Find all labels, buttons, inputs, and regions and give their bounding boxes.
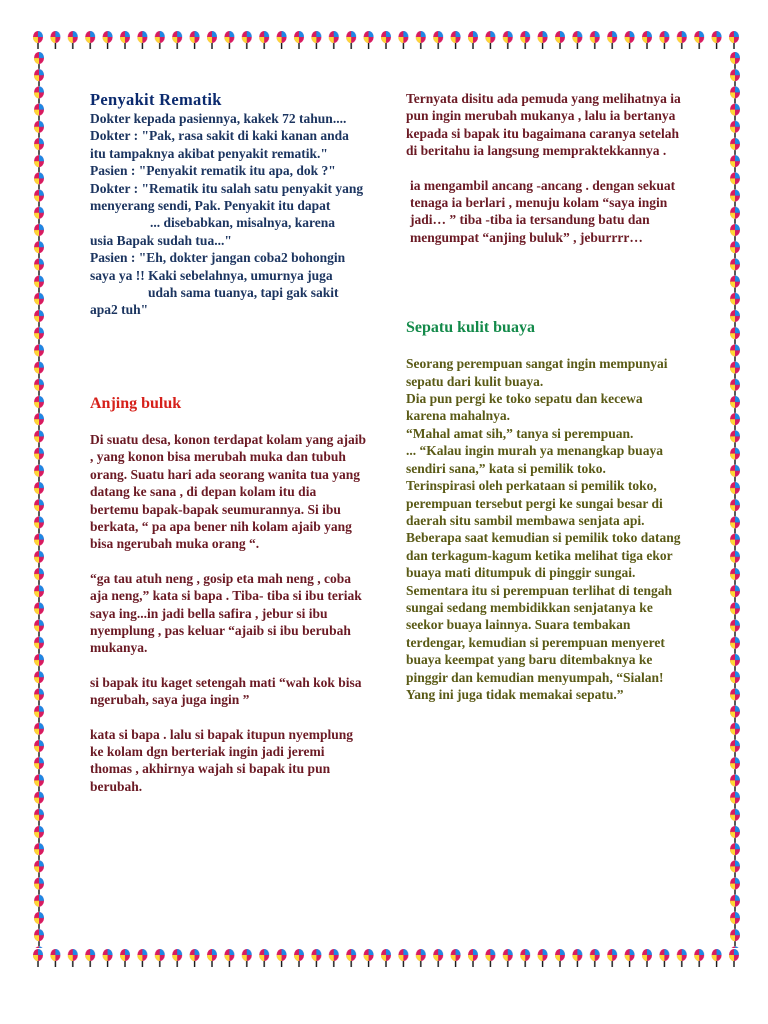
rematik-line: Dokter kepada pasiennya, kakek 72 tahun.... xyxy=(90,111,347,126)
rematik-line: ... disebabkan, misalnya, karena xyxy=(150,215,336,231)
anjing-paragraph: Ternyata disitu ada pemuda yang melihatnya ia pun ingin merubah mukanya , lalu ia bertanya kepada si bapak itu bagaimana caranya setelah di beritahu ia langsung mempraktekkannya . xyxy=(406,91,681,159)
rematik-line: usia Bapak sudah tua..." xyxy=(90,232,232,248)
anjing-paragraph: kata si bapa . lalu si bapak itupun nyemplung ke kolam dgn berteriak ingin jadi jeremi thomas , akhirnya wajah si bapak itu pun berubah. xyxy=(90,726,353,794)
right-column xyxy=(406,90,684,703)
story-anjing-buluk-continued xyxy=(406,90,684,246)
sepatu-line: “Mahal amat sih,” tanya si perempuan. xyxy=(406,425,634,441)
rematik-line: apa2 tuh" xyxy=(90,302,149,318)
story-penyakit-rematik xyxy=(90,90,368,319)
sepatu-line: ... “Kalau ingin murah ya menangkap buaya sendiri sana,” kata si pemilik toko. xyxy=(406,443,663,476)
balloon-border-right-icon xyxy=(726,52,744,948)
anjing-paragraph: si bapak itu kaget setengah mati “wah kok bisa ngerubah, saya juga ingin ” xyxy=(90,674,362,708)
sepatu-line: Dia pun pergi ke toko sepatu dan kecewa karena mahalnya. xyxy=(406,391,643,424)
balloon-border-left-icon xyxy=(30,52,48,948)
rematik-line: Dokter : "Rematik itu salah satu penyakit yang menyerang sendi, Pak. Penyakit itu dapat xyxy=(90,180,364,214)
sepatu-line: Seorang perempuan sangat ingin mempunyai sepatu dari kulit buaya. xyxy=(406,356,668,389)
anjing-paragraph: ia mengambil ancang -ancang . dengan sekuat tenaga ia berlari , menuju kolam “saya ingin jadi… ” tiba -tiba ia tersandung batu dan mengumpat “anjing buluk” , jeburrrr… xyxy=(410,177,676,245)
story-anjing-buluk xyxy=(90,394,368,795)
rematik-title: Penyakit Rematik xyxy=(90,90,222,109)
balloon-border-bottom-icon xyxy=(30,948,744,968)
rematik-line: udah sama tuanya, tapi gak sakit xyxy=(148,285,339,301)
sepatu-line: Beberapa saat kemudian si pemilik toko datang dan terkagum-kagum ketika melihat tiga ekor buaya mati ditumpuk di pinggir sungai. Sementara itu si perempuan terlihat di tengah sungai sedang membidikkan senjatanya ke seekor buaya lainnya. Suara tembakan terdengar, kemudian si perempuan menyeret buaya keempat yang baru ditembaknya ke pinggir dan kemudian menyumpah, “Sialan! Yang ini juga tidak memakai sepatu.” xyxy=(406,530,681,702)
story-sepatu-kulit-buaya xyxy=(406,318,684,703)
sepatu-title: Sepatu kulit buaya xyxy=(406,319,535,337)
border-bottom xyxy=(30,948,744,968)
anjing-paragraph: Di suatu desa, konon terdapat kolam yang ajaib , yang konon bisa merubah muka dan tubuh orang. Suatu hari ada seorang wanita tua yang datang ke sana , di depan kolam itu dia bertemu bapak-bapak seumurannya. Si ibu berkata, “ pa apa bener nih kolam ajaib yang bisa ngerubah muka orang “. xyxy=(90,431,367,552)
rematik-line: Dokter : "Pak, rasa sakit di kaki kanan anda itu tampaknya akibat penyakit rematik." xyxy=(90,128,349,161)
border-top xyxy=(30,30,744,50)
anjing-paragraph: “ga tau atuh neng , gosip eta mah neng , coba aja neng,” kata si bapa . Tiba- tiba si ibu teriak saya ing...in jadi bella safira , jebur si ibu nyemplung , pas keluar “ajaib si ibu berubah mukanya. xyxy=(90,570,362,656)
sepatu-line: Terinspirasi oleh perkataan si pemilik toko, perempuan tersebut pergi ke sungai besar di daerah situ sambil membawa senjata api. xyxy=(406,478,663,528)
border-right xyxy=(726,52,744,948)
anjing-title: Anjing buluk xyxy=(90,394,182,412)
rematik-line: Pasien : "Penyakit rematik itu apa, dok ?" xyxy=(90,163,336,179)
border-left xyxy=(30,52,48,948)
rematik-line: Pasien : "Eh, dokter jangan coba2 bohongin saya ya !! Kaki sebelahnya, umurnya juga xyxy=(90,250,346,283)
balloon-border-top-icon xyxy=(30,30,744,50)
left-column xyxy=(90,90,368,795)
